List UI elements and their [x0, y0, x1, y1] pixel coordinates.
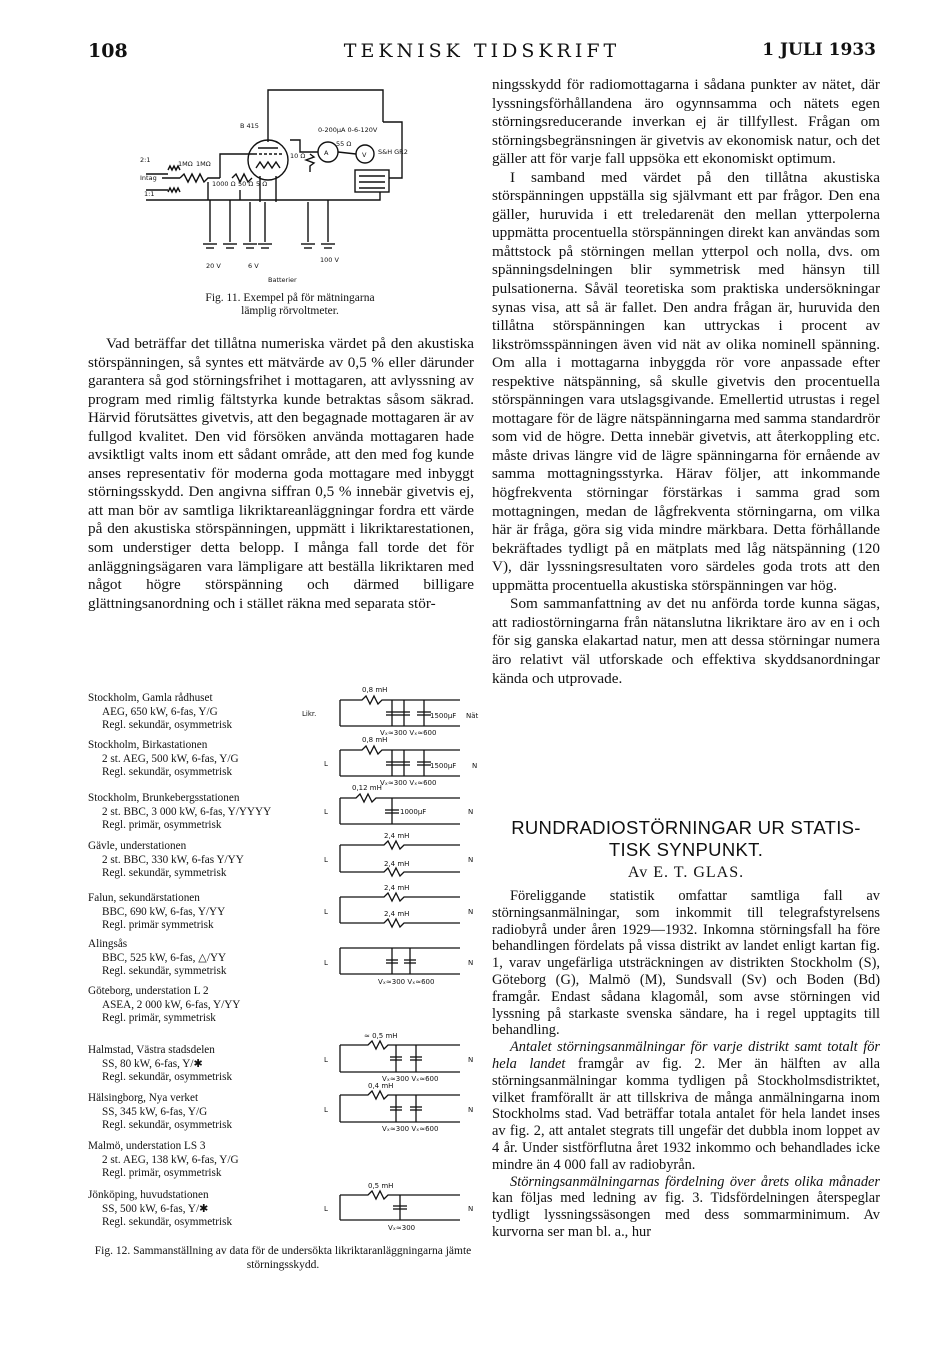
- c1-right: Nät: [466, 712, 479, 720]
- article-title: [492, 817, 880, 861]
- c4-left: L: [324, 856, 328, 864]
- journal-title: TEKNISK TIDSKRIFT: [343, 40, 621, 62]
- issue-date: 1 JULI 1933: [762, 40, 876, 60]
- c7-voltage: Vₓ≈300 Vₓ≈600: [382, 1075, 439, 1083]
- article-paragraph-3: [492, 1174, 880, 1241]
- fig11-r2: 1MΩ: [196, 160, 211, 168]
- fig12-caption: Fig. 12. Sammanställning av data för de undersökta likriktaranläggningarna jämte störningsskydd.: [94, 1245, 472, 1271]
- left-column-text: [88, 335, 474, 613]
- c3-left: L: [324, 808, 328, 816]
- fig11-meter-label: 0-200µA 0-6-120V: [318, 126, 378, 134]
- c5-inductor-b: 2,4 mH: [384, 910, 410, 918]
- c1-voltage: Vₓ≈300 Vₓ≈600: [380, 729, 437, 737]
- station-item: Stockholm, Gamla rådhuset AEG, 650 kW, 6-fas, Y/G Regl. sekundär, osymmetrisk: [88, 692, 233, 732]
- c4-right: N: [468, 856, 474, 864]
- fig11-ohm-a: 55 Ω: [336, 140, 352, 148]
- c7-right: N: [468, 1056, 474, 1064]
- fig11-caption-line2: lämplig rörvoltmeter.: [241, 305, 339, 317]
- c6-left: L: [324, 959, 328, 967]
- c4-inductor-a: 2,4 mH: [384, 832, 410, 840]
- fig11-v20: 20 V: [206, 262, 221, 270]
- c8-left: L: [324, 1106, 328, 1114]
- right-paragraph-1: ningsskydd för radiomottagarna i sådana punkter av nätet, där lyssningsförhållandena äro ogynnsamma och nätets egen störningsreducerande inverkan ej är tillfyllest. Frågan om störningsbegränsningen är givetvis av ekonomisk natur, och det gäller att för varje fall uppsöka ett ekonomiskt optimum.: [492, 76, 880, 168]
- c8-voltage: Vₓ≈300 Vₓ≈600: [382, 1125, 439, 1133]
- article-p2-italic: Antalet störningsanmälningar för varje distrikt samt totalt för hela landet: [492, 1039, 880, 1072]
- c3-cap: 1000µF: [400, 808, 427, 816]
- fig11-caption: [110, 292, 470, 318]
- c2-left: L: [324, 760, 328, 768]
- c7-inductor: ≈ 0,5 mH: [364, 1032, 398, 1040]
- fig11-ohm-b: 10 Ω: [290, 152, 306, 160]
- station-item: Alingsås BBC, 525 kW, 6-fas, △/YY Regl. sekundär, symmetrisk: [88, 938, 227, 978]
- c1-cap: 1500µF: [430, 712, 457, 720]
- fig11-a-mark: A: [324, 149, 329, 157]
- fig11-r4: 50 Ω: [238, 180, 254, 188]
- article-paragraph-1: Föreliggande statistik omfattar samtliga fall av störningsanmälningar, som inkommit till telegrafstyrelsens radiobyrå under åren 1929—1932. Inkomna störningsfall ha före behandlingen fördelats på vissa distrikt av landet enligt kartan fig. 1, varav ungefärliga utsträckningen av distrikten Stockholm (S), Göteborg (G), Malmö (M), Sundsvall (Sv) och Boden (Bd) framgår. Endast sådana klagomål, som avse störningen vid lyssning på starkaste svenska sändare, ha i regel upptagits till behandling.: [492, 888, 880, 1039]
- article-p3-rest: kan följas med ledning av fig. 3. Tidsfördelningen återspeglar tydligt lyssningssäsongen med dess sommarminimum. Av kurvorna ser man bl. a., hur: [492, 1190, 880, 1240]
- c7-left: L: [324, 1056, 328, 1064]
- station-item: Malmö, understation LS 3 2 st. AEG, 138 kW, 6-fas, Y/G Regl. primär, osymmetrisk: [88, 1140, 239, 1180]
- c9-right: N: [468, 1205, 474, 1213]
- c9-voltage: Vₓ≈300: [388, 1224, 416, 1232]
- article-title-line2: TISK SYNPUNKT.: [608, 839, 764, 860]
- left-paragraph: Vad beträffar det tillåtna numeriska värdet på den akustiska störspänningen, så syntes ett mätvärde av 0,5 % eller därunder garantera så god störningsfrihet i mottagaren, att avlyssning av program med rimlig fältstyrka kunde betraktas såsom säkrad. Härvid förutsättes givetvis, att den begagnade mottagaren är av fullgod kvalitet. Den vid försöken använda mottagaren hade avsiktligt valts inom ett sådant område, att den med fog kunde anses representativ för moderna goda mottagare med inbyggt störningsskydd. Den angivna siffran 0,5 % innebär givetvis ej, att man bör av samtliga likriktareanläggningar fordra ett värde på den akustiska störspänningen, uppmätt i likriktarestationen, som understiger detta belopp. I många fall torde det för anläggningsägaren vara lämpligare att beställa likriktaren med något högre störspänning och därmed billigare glättningsanordning och i stället räkna med separata stör-: [88, 335, 474, 612]
- station-item: Falun, sekundärstationen BBC, 690 kW, 6-fas, Y/YY Regl. primär symmetrisk: [88, 892, 226, 932]
- c5-right: N: [468, 908, 474, 916]
- article-author: Av E. T. GLAS.: [627, 864, 745, 881]
- fig11-r3: 1000 Ω: [212, 180, 236, 188]
- c6-voltage: Vₓ≈300 Vₓ≈600: [378, 978, 435, 986]
- article-p2-rest: framgår av fig. 2. Mer än hälften av alla störningsanmälningar komma tydligen på Stockholmsdistriktet, vilket framförallt är att tillskriva de många anmälningarna inom Stockholms stad. Vad beträffar totala antalet för hela landet inses av fig. 2, att antalet stegrats till ungefär det dubbla inom loppet av 4 år. Under sistförflutna året 1932 inkommo och behandlades icke mindre än 4 000 fall av radiobyrån.: [492, 1055, 881, 1173]
- station-item: Göteborg, understation L 2 ASEA, 2 000 kW, 6-fas, Y/YY Regl. primär, symmetrisk: [88, 985, 241, 1025]
- article-title-line1: RUNDRADIOSTÖRNINGAR UR STATIS-: [511, 817, 861, 838]
- c2-right: N: [472, 762, 478, 770]
- fig11-batterier: Batterier: [268, 276, 297, 284]
- station-item: Stockholm, Brunkebergsstationen 2 st. BBC, 3 000 kW, 6-fas, Y/YYYY Regl. primär, osymmetrisk: [88, 792, 272, 832]
- fig11-schematic: [140, 82, 440, 287]
- c9-left: L: [324, 1205, 328, 1213]
- c5-left: L: [324, 908, 328, 916]
- c5-inductor-a: 2,4 mH: [384, 884, 410, 892]
- article-body: [492, 888, 880, 1241]
- fig11-r1: 1MΩ: [178, 160, 193, 168]
- station-item: Hälsingborg, Nya verket SS, 345 kW, 6-fas, Y/G Regl. sekundär, osymmetrisk: [88, 1092, 233, 1132]
- c2-voltage: Vₓ≈300 Vₓ≈600: [380, 779, 437, 787]
- c2-cap: 1500µF: [430, 762, 457, 770]
- station-item: Jönköping, huvudstationen SS, 500 kW, 6-fas, Y/✱ Regl. sekundär, osymmetrisk: [88, 1189, 233, 1229]
- fig11-v6: 6 V: [248, 262, 259, 270]
- fig12-filter-circuits: [300, 680, 490, 1240]
- article-paragraph-2: [492, 1039, 880, 1173]
- c1-inductor: 0,8 mH: [362, 686, 388, 694]
- c8-inductor: 0,4 mH: [368, 1082, 394, 1090]
- article-p3-italic: Störningsanmälningarnas fördelning över årets olika månader: [510, 1173, 880, 1190]
- c9-inductor: 0,5 mH: [368, 1182, 394, 1190]
- fig11-ratio2: 1:1: [144, 190, 155, 198]
- fig11-v-mark: V: [362, 151, 367, 159]
- fig11-vm-label: S&H GR2: [378, 148, 408, 156]
- fig11-ratio: 2:1: [140, 156, 151, 164]
- c3-inductor: 0,12 mH: [352, 784, 382, 792]
- fig11-tube-label: B 415: [240, 122, 259, 130]
- right-paragraph-2: I samband med värdet på den tillåtna akustiska störspänningen uppställa sig självmant ett par frågor. Den ena gäller, huruvida i ett treledarenät den mellan ytterpolerna uppmätta procentuella störspänningen direkt kan användas som måttstock på störningen mellan ytterpol och nolla, dvs. om spänningsdelningen blir symmetrisk med hänsyn till pulsationerna. Såväl teoretiska som praktiska undersökningar synas visa, att så är fallet. Den andra frågan är, huruvida den tillåtna störspänningen kan uttryckas i procent av likströmsspänningen även vid nät av olika nominell spänning. Om alla i mottagarna inbyggda rör vore anpassade efter respektive nätspänning, så skulle givetvis den procentuella störspänningen vara utslagsgivande. Emellertid utrustas i regel mottagare för de lägre nätspänningarna med samma standardrör som vid de högre. Detta innebär givetvis, att återkoppling etc. måste drivas längre vid de lägre spänningarna för ernående av samma mottagningsstyrka. Härav följer, att inkommande högfrekventa störningar förstärkas i samma grad som mottagningen, medan de lågfrekventa störningarna, om vilka här är fråga, göra sig vida mindre märkbara. Detta förhållande bekräftades tydligt på en mätplats med låg nätspänning (120 V), där lyssningsresultaten voro särdeles goda trots att den uppmätta procentuella akustiska störspänningen var hög.: [492, 168, 880, 594]
- c1-left: Likr.: [302, 710, 317, 718]
- running-header: [88, 40, 876, 66]
- c4-inductor-b: 2,4 mH: [384, 860, 410, 868]
- station-item: Halmstad, Västra stadsdelen SS, 80 kW, 6-fas, Y/✱ Regl. sekundär, osymmetrisk: [88, 1044, 233, 1084]
- right-column-text: [492, 76, 880, 688]
- c2-inductor: 0,8 mH: [362, 736, 388, 744]
- c3-right: N: [468, 808, 474, 816]
- station-item: Gävle, understationen 2 st. BBC, 330 kW, 6-fas Y/YY Regl. sekundär, symmetrisk: [88, 840, 244, 880]
- fig11-r5: 5 Ω: [256, 180, 268, 188]
- right-paragraph-3: Som sammanfattning av det nu anförda torde kunna sägas, att radiostörningarna från nätanslutna likriktare äro av en i och för sig ganska elakartad natur, men att dessa störningar numera äro relativt väl utforskade och effektiva skyddsanordningar kända och utprovade.: [492, 595, 880, 687]
- fig11-caption-line1: Fig. 11. Exempel på för mätningarna: [205, 292, 375, 304]
- page-number: 108: [88, 40, 128, 62]
- c6-right: N: [468, 959, 474, 967]
- station-item: Stockholm, Birkastationen 2 st. AEG, 500 kW, 6-fas, Y/G Regl. sekundär, osymmetrisk: [88, 739, 239, 779]
- fig11-intag: Intag: [140, 174, 157, 182]
- c8-right: N: [468, 1106, 474, 1114]
- fig11-v100: 100 V: [320, 256, 339, 264]
